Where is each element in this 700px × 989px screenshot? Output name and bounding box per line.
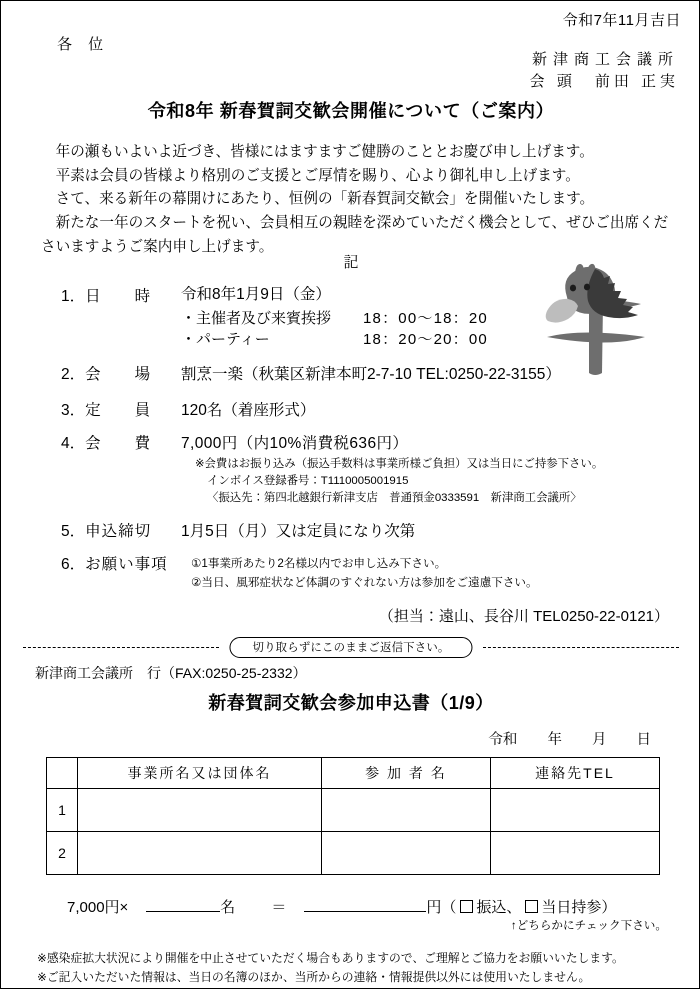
intro-line-4: 新たな一年のスタートを祝い、会員相互の親睦を深めていただく機会として、ぜひご出席くださいますようご案内申し上げます。	[41, 214, 669, 255]
fee-note-bank: 〈振込先：第四北越銀行新津支店 普通預金0333591 新津商工会議所〉	[207, 492, 582, 505]
form-date-era: 令和	[488, 732, 518, 748]
table-cell-org[interactable]	[78, 832, 322, 875]
form-title: 新春賀詞交歓会参加申込書（1/9）	[208, 693, 494, 713]
payment-calculation-line	[67, 896, 616, 917]
schedule-row	[181, 329, 488, 350]
form-date-line	[488, 728, 651, 749]
payment-people-blank[interactable]	[146, 911, 220, 912]
table-header-row	[47, 758, 660, 789]
payment-equals: ＝	[271, 899, 287, 916]
item-number-4: 4．会 費	[61, 435, 152, 452]
fee-note-invoice: インボイス登録番号：T1110005001915	[207, 475, 409, 488]
payment-people-unit: 名	[220, 899, 236, 916]
fee-amount: 7,000円（内10%消費税636円）	[181, 435, 409, 452]
table-cell-participant[interactable]	[322, 789, 491, 832]
table-header-org: 事業所名又は団体名	[78, 758, 322, 789]
checkbox-onsite[interactable]	[525, 900, 538, 913]
payment-unit-price: 7,000円×	[67, 899, 129, 916]
intro-line-3: さて、来る新年の幕開けにあたり、恒例の「新春賀詞交歓会」を開催いたします。	[55, 191, 595, 208]
payment-total-blank[interactable]	[304, 911, 426, 912]
request-note-1: ①1事業所あたり2名様以内でお申し込み下さい。	[191, 557, 447, 570]
table-row	[47, 789, 660, 832]
footer-notes	[37, 949, 677, 987]
page-title: 令和8年 新春賀詞交歓会開催について（ご案内）	[147, 101, 555, 121]
item-number-3: 3．定 員	[61, 402, 152, 419]
fee-notes	[195, 456, 603, 507]
sender-organization: 新津商工会議所	[531, 51, 679, 68]
contact-info: （担当：遠山、長谷川 TEL0250-22-0121）	[378, 608, 669, 625]
document-date: 令和7年11月吉日	[562, 12, 681, 29]
table-cell-tel[interactable]	[491, 832, 660, 875]
deadline-value: 1月5日（月）又は定員になり次第	[181, 523, 416, 540]
cut-line-dash-left	[23, 647, 219, 648]
cut-line-dash-right	[483, 647, 679, 648]
item-number-2: 2．会 場	[61, 366, 152, 383]
item-number-6: 6．お願い事項	[61, 556, 168, 573]
form-date-year: 年	[547, 732, 562, 748]
schedule-label: ・主催者及び来賓挨拶	[181, 310, 332, 327]
table-row-number: 2	[47, 832, 78, 875]
table-header-tel: 連絡先TEL	[491, 758, 660, 789]
footer-note-1: ※感染症拡大状況により開催を中止させていただく場合もありますので、ご理解とご協力をお願いいたします。	[37, 951, 624, 965]
schedule-rows	[181, 308, 488, 351]
form-date-day: 日	[636, 732, 651, 748]
payment-close-paren: ）	[601, 899, 617, 916]
table-row-number: 1	[47, 789, 78, 832]
ki-marker: 記	[343, 254, 359, 271]
table-header-participant: 参 加 者 名	[322, 758, 491, 789]
sender-person: 会 頭 前田 正実	[529, 72, 679, 90]
schedule-time: 18：00～18：20	[363, 310, 488, 327]
payment-yen-unit: 円	[426, 899, 442, 916]
fee-body	[181, 431, 603, 507]
application-table	[46, 757, 660, 875]
request-note-2: ②当日、風邪症状など体調のすぐれない方は参加をご遠慮下さい。	[191, 575, 538, 589]
cut-line-label: 切り取らずにこのままご返信下さい。	[229, 637, 472, 658]
table-row	[47, 832, 660, 875]
capacity-value: 120名（着座形式）	[181, 402, 316, 419]
intro-line-1: 年の瀬もいよいよ近づき、皆様にはますますご健勝のこととお慶び申し上げます。	[55, 144, 594, 160]
footer-note-2: ※ご記入いただいた情報は、当日の名簿のほか、当所からの連絡・情報提供以外には使用いたしません。	[37, 970, 591, 985]
payment-open-paren: （	[441, 899, 457, 916]
intro-paragraphs	[41, 141, 671, 259]
schedule-label: ・パーティー	[181, 331, 270, 349]
table-cell-tel[interactable]	[491, 789, 660, 832]
form-date-month: 月	[591, 732, 607, 748]
intro-line-2: 平素は会員の皆様より格別のご支援とご厚情を賜り、心より御礼申し上げます。	[55, 167, 580, 184]
checkbox-transfer[interactable]	[460, 900, 473, 913]
schedule-time: 18：20～20：00	[363, 331, 488, 349]
cut-line-divider	[23, 637, 679, 657]
item-number-5: 5．申込締切	[61, 523, 152, 540]
table-header-rownum	[47, 758, 78, 789]
addressee-label: 各 位	[57, 36, 110, 53]
payment-option-transfer: 振込、	[476, 899, 522, 916]
checkbox-hint: ↑どちらかにチェック下さい。	[510, 919, 667, 932]
payment-option-onsite: 当日持参	[541, 899, 602, 916]
horse-zodiac-icon	[523, 263, 683, 375]
sender-block	[530, 49, 679, 93]
request-notes	[191, 555, 538, 593]
fee-note-payment: ※会費はお振り込み（振込手数料は事業所様ご負担）又は当日にご持参下さい。	[195, 458, 604, 470]
schedule-row	[181, 308, 488, 329]
item-number-1: 1．日 時	[61, 288, 152, 305]
event-date-value: 令和8年1月9日（金）	[181, 286, 331, 303]
fax-destination: 新津商工会議所 行（FAX:0250-25-2332）	[35, 665, 307, 681]
venue-value: 割烹一楽（秋葉区新津本町2-7-10 TEL:0250-22-3155）	[181, 366, 561, 383]
item-body-datetime	[181, 284, 488, 351]
table-cell-org[interactable]	[78, 789, 322, 832]
table-cell-participant[interactable]	[322, 832, 491, 875]
